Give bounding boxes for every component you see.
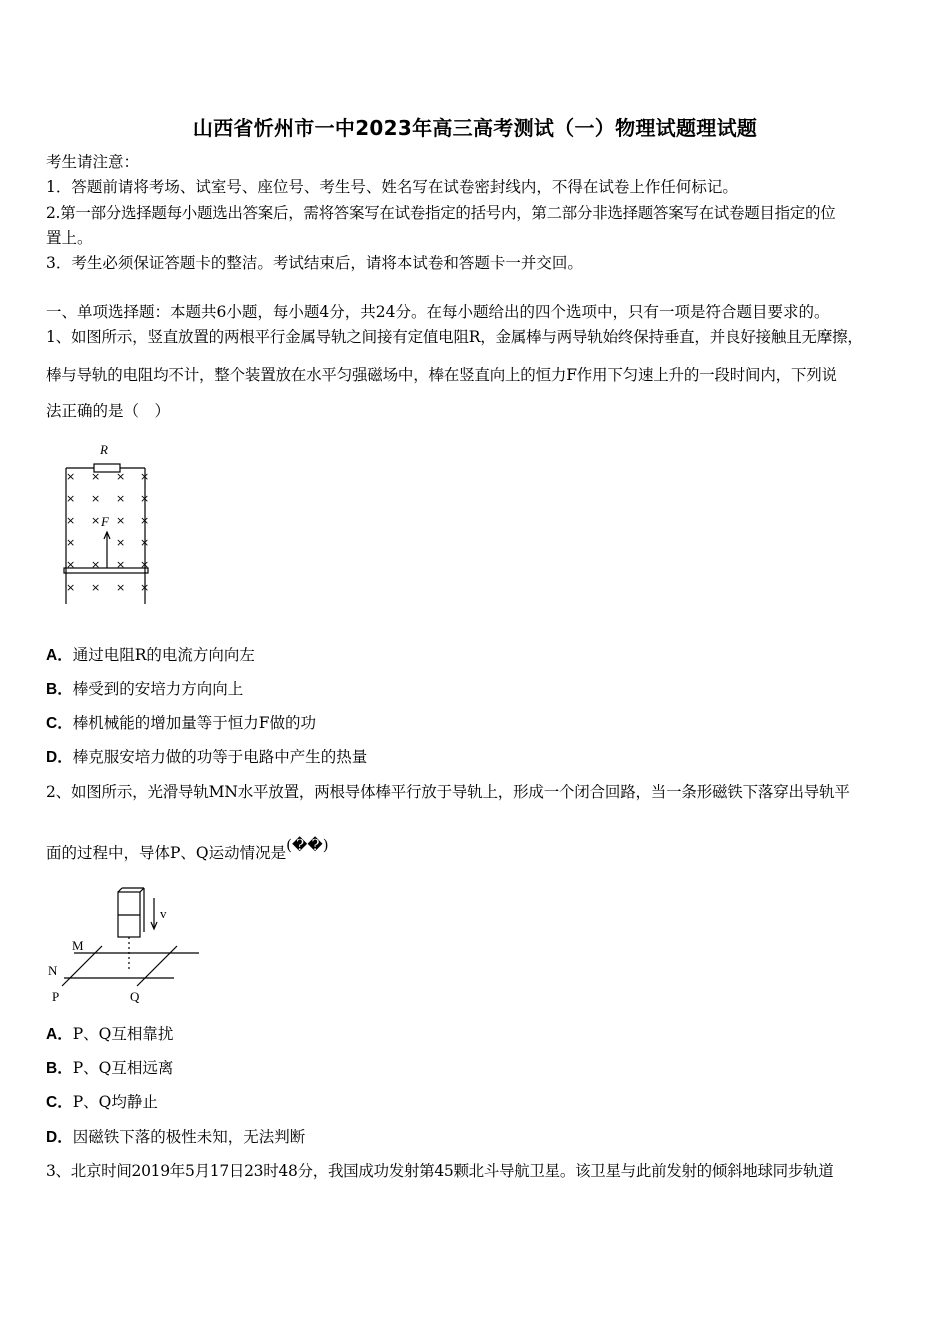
q2-option-c: C．P、Q均静止 — [46, 1093, 158, 1111]
q1-figure — [56, 438, 166, 608]
resistor-label: R — [100, 442, 108, 457]
label-n: N — [48, 963, 58, 978]
field-cross-mark: × — [140, 581, 150, 594]
q2-stem-line-2: 面的过程中，导体P、Q运动情况是(��) — [46, 836, 329, 862]
rod-q — [137, 946, 177, 986]
q1-stem-line-3: 法正确的是（ ） — [46, 402, 171, 420]
field-cross-mark: × — [91, 581, 101, 594]
field-cross-mark: × — [140, 514, 150, 527]
q2-option-a: A．P、Q互相靠扰 — [46, 1025, 174, 1043]
notice-heading: 考生请注意： — [46, 153, 140, 171]
force-label: F — [101, 514, 109, 529]
metal-rod — [64, 568, 148, 573]
section-heading: 一、单项选择题：本题共6小题，每小题4分，共24分。在每小题给出的四个选项中，只有一项是符合题目要求的。 — [46, 303, 830, 321]
field-cross-mark: × — [66, 536, 76, 549]
field-cross-mark: × — [66, 514, 76, 527]
notice-item-2-cont: 置上。 — [46, 229, 93, 247]
q2-figure — [44, 880, 204, 1008]
q1-option-d: D．棒克服安培力做的功等于电路中产生的热量 — [46, 748, 368, 766]
q2-option-d: D．因磁铁下落的极性未知，无法判断 — [46, 1128, 306, 1146]
field-cross-mark: × — [66, 470, 76, 483]
q1-stem-line-2: 棒与导轨的电阻均不计，整个装置放在水平匀强磁场中，棒在竖直向上的恒力F作用下匀速上升的一段时间内，下列说 — [46, 366, 837, 384]
field-cross-mark: × — [116, 536, 126, 549]
q1-option-c: C．棒机械能的增加量等于恒力F做的功 — [46, 714, 316, 732]
field-cross-mark: × — [66, 558, 76, 571]
q2-stem-line-1: 2、如图所示，光滑导轨MN水平放置，两根导体棒平行放于导轨上，形成一个闭合回路，当一条形磁铁下落穿出导轨平 — [46, 783, 850, 801]
field-cross-mark: × — [91, 558, 101, 571]
field-cross-mark: × — [66, 581, 76, 594]
field-cross-mark: × — [116, 581, 126, 594]
garbled-text: (��) — [286, 836, 329, 854]
field-cross-mark: × — [91, 492, 101, 505]
field-cross-mark: × — [91, 470, 101, 483]
label-p: P — [52, 989, 60, 1004]
field-cross-mark: × — [116, 470, 126, 483]
field-cross-mark: × — [140, 492, 150, 505]
label-q: Q — [130, 989, 140, 1004]
label-m: M — [72, 938, 84, 953]
notice-item-2: 2.第一部分选择题每小题选出答案后，需将答案写在试卷指定的括号内，第二部分非选择题答案写在试卷题目指定的位 — [46, 204, 836, 222]
field-cross-mark: × — [116, 514, 126, 527]
q3-stem-line-1: 3、北京时间2019年5月17日23时48分，我国成功发射第45颗北斗导航卫星。该卫星与此前发射的倾斜地球同步轨道 — [46, 1162, 834, 1180]
velocity-label: v — [160, 906, 167, 921]
q2-option-b: B．P、Q互相远离 — [46, 1059, 174, 1077]
field-cross-mark: × — [91, 514, 101, 527]
field-cross-mark: × — [140, 536, 150, 549]
field-cross-mark: × — [140, 558, 150, 571]
field-cross-mark: × — [66, 492, 76, 505]
q1-option-b: B．棒受到的安培力方向向上 — [46, 680, 244, 698]
field-cross-mark: × — [116, 492, 126, 505]
field-cross-mark: × — [140, 470, 150, 483]
q1-stem-line-1: 1、如图所示，竖直放置的两根平行金属导轨之间接有定值电阻R，金属棒与两导轨始终保持垂直，并良好接触且无摩擦， — [46, 328, 863, 346]
field-cross-mark: × — [116, 558, 126, 571]
page-title: 山西省忻州市一中2023年高三高考测试（一）物理试题理试题 — [192, 116, 758, 140]
notice-item-1: 1．答题前请将考场、试室号、座位号、考生号、姓名写在试卷密封线内，不得在试卷上作任何标记。 — [46, 178, 738, 196]
notice-item-3: 3．考生必须保证答题卡的整洁。考试结束后，请将本试卷和答题卡一并交回。 — [46, 254, 583, 272]
q1-option-a: A．通过电阻R的电流方向向左 — [46, 646, 255, 664]
